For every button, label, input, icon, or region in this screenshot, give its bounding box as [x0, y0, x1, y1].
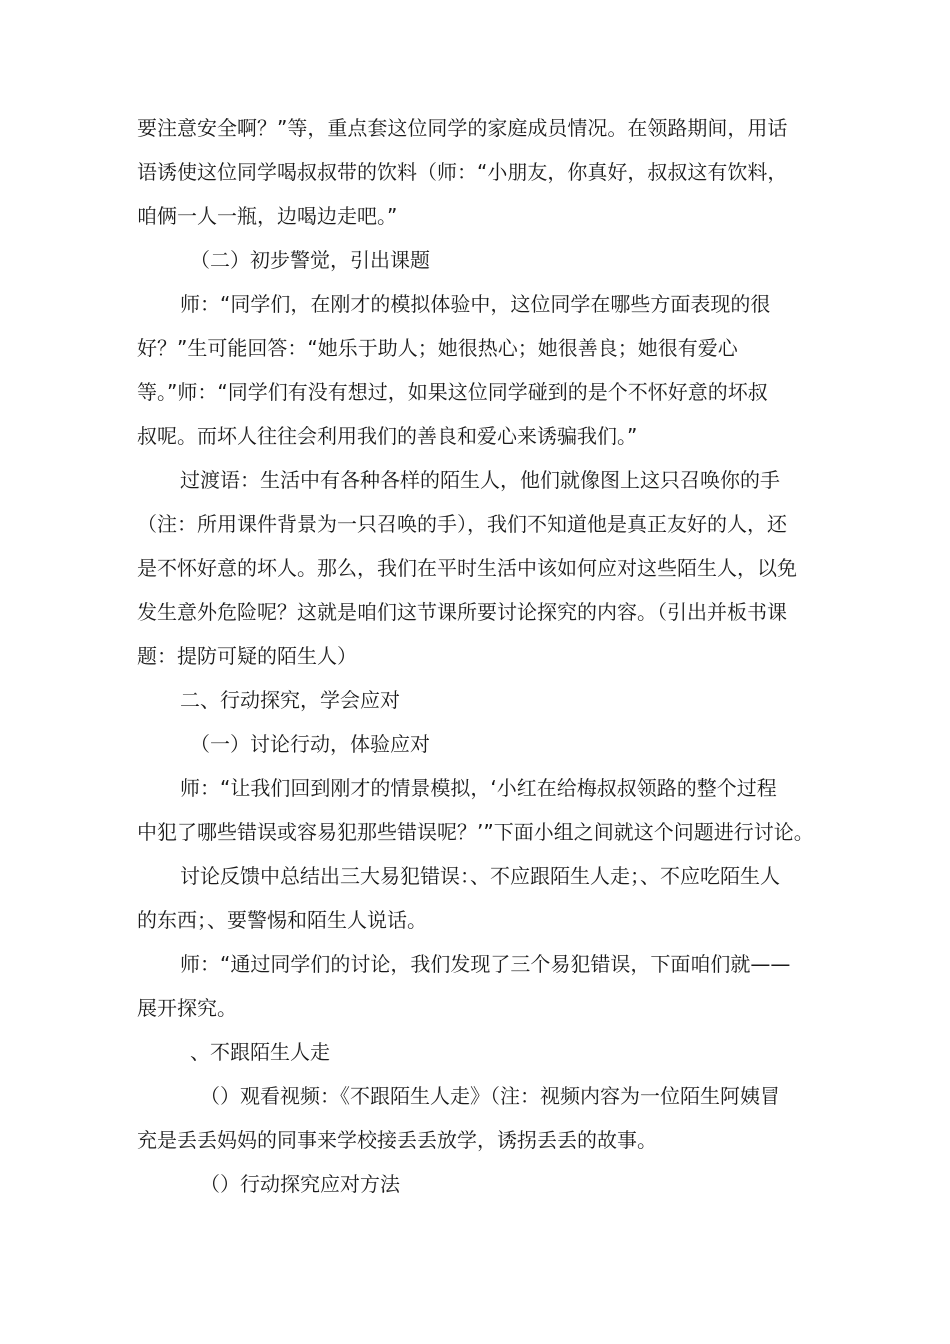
text-line: 等。”师：“同学们有没有想过，如果这位同学碰到的是个不怀好意的坏叔	[137, 380, 768, 404]
text-line: 中犯了哪些错误或容易犯那些错误呢？’”下面小组之间就这个问题进行讨论。	[137, 820, 814, 844]
text-line: 语诱使这位同学喝叔叔带的饮料（师：“小朋友，你真好，叔叔这有饮料，	[137, 160, 788, 184]
text-line: 叔呢。而坏人往往会利用我们的善良和爱心来诱骗我们。”	[137, 424, 638, 448]
text-line: 师：“让我们回到刚才的情景模拟，‘小红在给梅叔叔领路的整个过程	[180, 776, 777, 800]
section-heading: 二、行动探究，学会应对	[180, 688, 400, 712]
text-line: 发生意外危险呢？这就是咱们这节课所要讨论探究的内容。（引出并板书课	[137, 600, 787, 624]
text-line: 好？”生可能回答：“她乐于助人；她很热心；她很善良；她很有爱心	[137, 336, 738, 360]
section-heading: 、不跟陌生人走	[190, 1040, 330, 1064]
section-heading: （二）初步警觉，引出课题	[190, 248, 430, 272]
text-line: 展开探究。	[137, 996, 237, 1020]
text-line: 的东西；、要警惕和陌生人说话。	[137, 908, 427, 932]
section-heading: （一）讨论行动，体验应对	[190, 732, 430, 756]
text-line: （）观看视频：《不跟陌生人走》（注：视频内容为一位陌生阿姨冒	[200, 1084, 780, 1108]
text-line: 师：“同学们，在刚才的模拟体验中，这位同学在哪些方面表现的很	[180, 292, 771, 316]
text-line: 师：“通过同学们的讨论，我们发现了三个易犯错误，下面咱们就——	[180, 952, 791, 976]
text-line: 讨论反馈中总结出三大易犯错误：、不应跟陌生人走；、不应吃陌生人	[180, 864, 780, 888]
text-line: 过渡语：生活中有各种各样的陌生人，他们就像图上这只召唤你的手	[180, 468, 780, 492]
text-line: 咱俩一人一瓶，边喝边走吧。”	[137, 204, 398, 228]
text-line: （注：所用课件背景为一只召唤的手），我们不知道他是真正友好的人，还	[137, 512, 787, 536]
text-line: 是不怀好意的坏人。那么，我们在平时生活中该如何应对这些陌生人，以免	[137, 556, 797, 580]
text-line: 题：提防可疑的陌生人）	[137, 644, 357, 668]
section-heading: （）行动探究应对方法	[200, 1172, 400, 1196]
text-line: 要注意安全啊？”等，重点套这位同学的家庭成员情况。在领路期间，用话	[137, 116, 788, 140]
text-line: 充是丢丢妈妈的同事来学校接丢丢放学，诱拐丢丢的故事。	[137, 1128, 657, 1152]
